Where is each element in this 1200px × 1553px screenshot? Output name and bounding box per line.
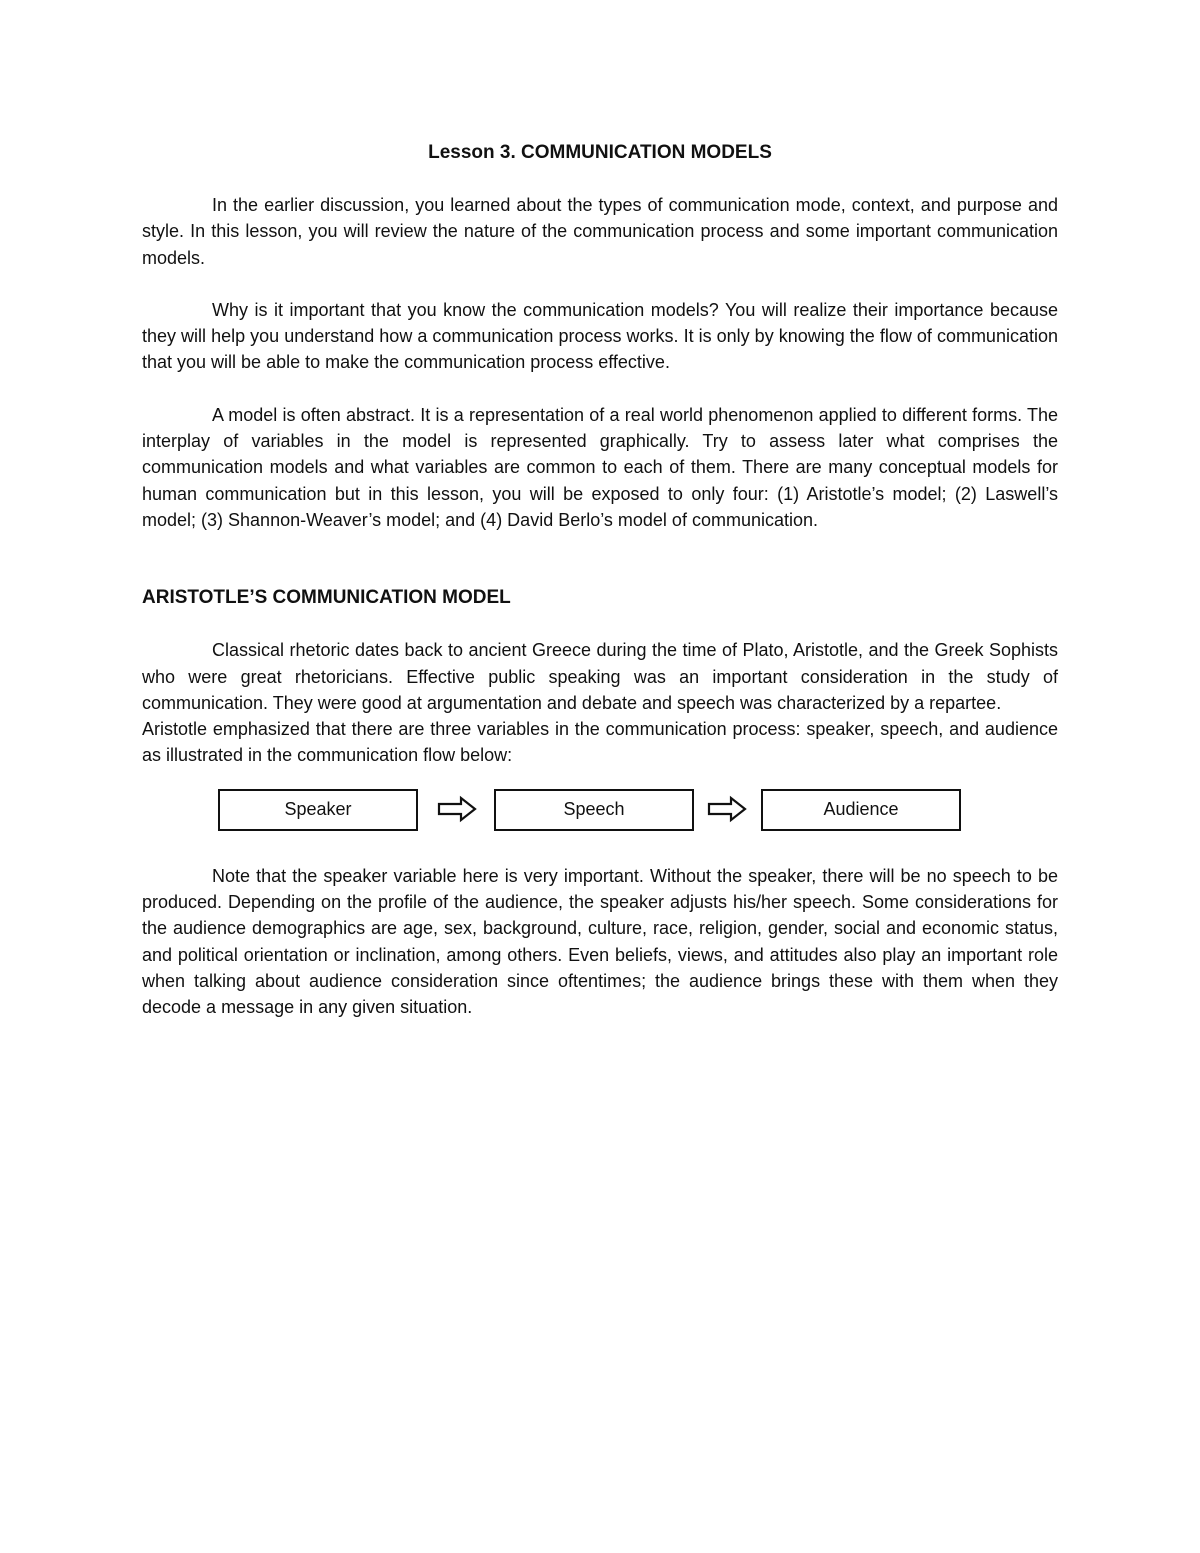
communication-flow-diagram: [142, 789, 1058, 835]
aristotle-paragraph-2: Aristotle emphasized that there are three variables in the communication process: speaker, speech, and audience as illustrated in the communication flow below:: [142, 719, 1058, 766]
intro-paragraph-3: A model is often abstract. It is a representation of a real world phenomenon applied to different forms. The interplay of variables in the model is represented graphically. Try to assess later what comprises the communication models and what variables are common to each of them. There are many conceptual models for human communication but in this lesson, you will be exposed to only four: (1) Aristotle’s model; (2) Laswell’s model; (3) Shannon-Weaver’s model; and (4) David Berlo’s model of communication.: [142, 404, 1058, 530]
flow-box-speaker: Speaker: [218, 789, 418, 831]
closing-paragraph: Note that the speaker variable here is very important. Without the speaker, there will be no speech to be produced. Depending on the profile of the audience, the speaker adjusts his/her speech. Some considerations for the audience demographics are age, sex, background, culture, race, religion, gender, social and economic status, and political orientation or inclination, among others. Even beliefs, views, and attitudes also play an important role when talking about audience consideration since oftentimes; the audience brings these with them when they decode a message in any given situation.: [142, 865, 1058, 1018]
intro-paragraph-2: Why is it important that you know the communication models? You will realize their importance because they will help you understand how a communication process works. It is only by knowing the flow of communication that you will be able to make the communication process effective.: [142, 299, 1058, 373]
document-page: [142, 140, 1058, 1021]
flow-box-audience: Audience: [761, 789, 961, 831]
right-arrow-icon: [437, 795, 477, 823]
intro-paragraph-1: In the earlier discussion, you learned about the types of communication mode, context, and purpose and style. In this lesson, you will review the nature of the communication process and some important communication models.: [142, 195, 1058, 268]
flow-box-speech: Speech: [494, 789, 694, 831]
right-arrow-icon: [707, 795, 747, 823]
lesson-title: Lesson 3. COMMUNICATION MODELS: [428, 142, 772, 163]
section-heading-aristotle: ARISTOTLE’S COMMUNICATION MODEL: [142, 587, 511, 609]
aristotle-paragraph-1: Classical rhetoric dates back to ancient Greece during the time of Plato, Aristotle, and the Greek Sophists who were great rhetoricians. Effective public speaking was an important consideration in the study of communication. They were good at argumentation and debate and speech was characterized by a repartee.: [142, 640, 1058, 713]
